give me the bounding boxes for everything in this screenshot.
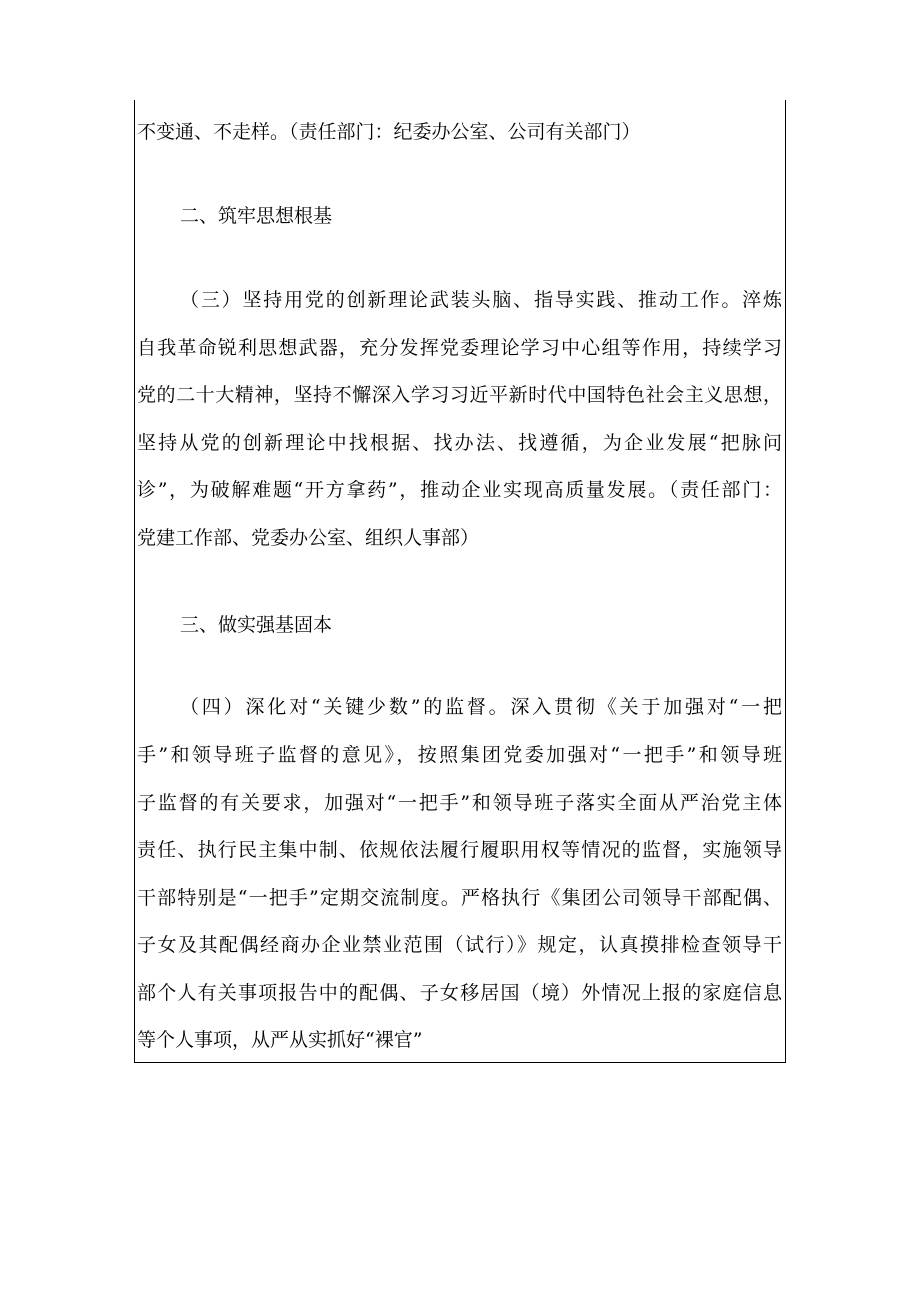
paragraph-line: 等个人事项，从严从实抓好“裸官”: [137, 1029, 423, 1051]
paragraph-line: （三）坚持用党的创新理论武装头脑、指导实践、推动工作。淬炼: [180, 289, 782, 311]
paragraph-line: 党的二十大精神，坚持不懈深入学习习近平新时代中国特色社会主义思想，: [137, 384, 782, 406]
paragraph-line: 自我革命锐利思想武器，充分发挥党委理论学习中心组等作用，持续学习: [137, 337, 782, 359]
paragraph-line: 不变通、不走样。（责任部门：纪委办公室、公司有关部门）: [137, 121, 641, 143]
paragraph-line: 部个人有关事项报告中的配偶、子女移居国（境）外情况上报的家庭信息: [137, 982, 782, 1004]
paragraph-line: （四）深化对“关键少数”的监督。深入贯彻《关于加强对“一把: [180, 696, 782, 718]
paragraph-line: 党建工作部、党委办公室、组织人事部）: [137, 527, 480, 549]
paragraph-line: 责任、执行民主集中制、依规依法履行履职用权等情况的监督，实施领导: [137, 839, 782, 861]
paragraph-line: 子监督的有关要求，加强对“一把手”和领导班子落实全面从严治党主体: [137, 792, 782, 814]
section-heading: 二、筑牢思想根基: [180, 205, 333, 227]
section-heading: 三、做实强基固本: [180, 614, 333, 636]
paragraph-line: 诊”，为破解难题“开方拿药”，推动企业实现高质量发展。（责任部门：: [137, 479, 782, 501]
paragraph-line: 干部特别是“一把手”定期交流制度。严格执行《集团公司领导干部配偶、: [137, 887, 782, 909]
paragraph-line: 手”和领导班子监督的意见》，按照集团党委加强对“一把手”和领导班: [137, 744, 782, 766]
table-cell-border: [134, 100, 786, 1063]
paragraph-line: 坚持从党的创新理论中找根据、找办法、找遵循，为企业发展“把脉问: [137, 432, 782, 454]
paragraph-line: 子女及其配偶经商办企业禁业范围（试行）》规定，认真摸排检查领导干: [137, 934, 782, 956]
